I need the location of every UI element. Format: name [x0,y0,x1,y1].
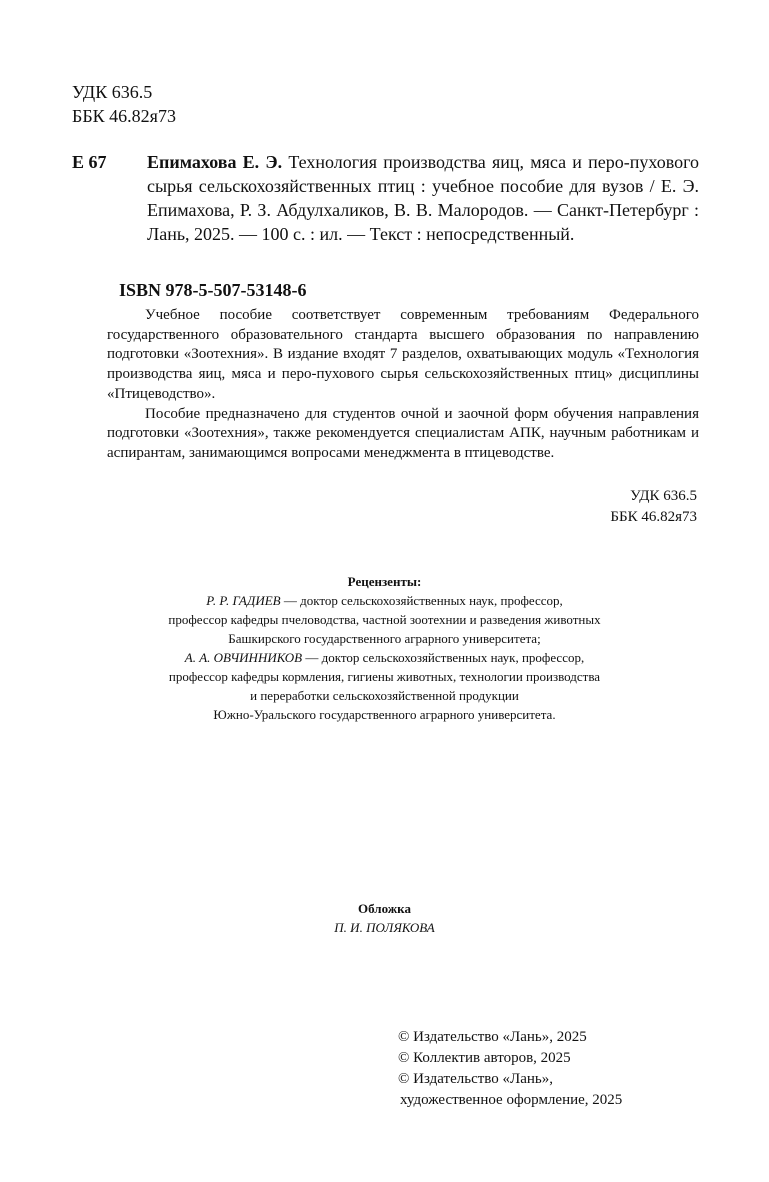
isbn: ISBN 978-5-507-53148-6 [119,280,307,300]
reviewer-2-position-cont: и переработки сельскохозяйственной продукции [250,688,519,703]
author-name: Епимахова Е. Э. [147,152,283,172]
udk-code: УДК 636.5 [630,488,697,504]
reviewer-2-name: А. А. ОВЧИННИКОВ [184,650,303,665]
reviewer-2-title: — доктор сельскохозяйственных наук, профессор, [302,650,585,665]
reviewers-block [100,572,669,724]
copyright-line: © Издательство «Лань», [398,1071,553,1087]
reviewer-2-line [100,648,669,667]
cover-heading: Обложка [358,901,411,916]
annotation-paragraph: Пособие предназначено для студентов очной и заочной форм обучения направления подготовки «Зоотехния», также рекомендуется специалистам АПК, научным работникам и аспирантам, занимающимся вопросами менеджмента в птицеводстве. [107,405,699,461]
reviewer-1-name: Р. Р. ГАДИЕВ [206,593,281,608]
reviewer-1-position: профессор кафедры пчеловодства, частной зоотехнии и разведения животных [168,612,601,627]
annotation-paragraph: Учебное пособие соответствует современным требованиям Федерального государственного образовательного стандарта высшего образования по направлению подготовки «Зоотехния». В издание входят 7 разделов, охватывающих модуль «Технология производства яиц, мяса и перо-пухового сырья сельскохозяйственных птиц» дисциплины «Птицеводство». [107,307,699,402]
bibliographic-description [147,150,699,246]
reviewer-1-title: — доктор сельскохозяйственных наук, профессор, [280,593,563,608]
author-sign: Е 67 [72,152,107,172]
copyright-block [398,1027,622,1111]
description-text: Технология производства яиц, мяса и перо-пухового сырья сельскохозяйственных птиц : учебное пособие для вузов / Е. Э. Епимахова, Р. З. Абдулхаликов, В. В. Малородов. — Санкт-Петербург : Лань, 2025. — 100 с. : ил. — Текст : непосредственный. [147,152,700,244]
classification-codes-footer [610,486,697,528]
bbk-code: ББК 46.82я73 [610,509,697,525]
reviewer-1-line [100,591,669,610]
udk-code: УДК 636.5 [72,82,153,102]
classification-codes [72,80,176,128]
bbk-code: ББК 46.82я73 [72,106,176,126]
annotation [107,306,699,464]
reviewer-2-affiliation: Южно-Уральского государственного аграрного университета. [213,707,556,722]
cover-credit [180,899,589,937]
bibliographic-entry [72,150,699,246]
reviewers-heading: Рецензенты: [347,574,422,589]
reviewer-1-affiliation: Башкирского государственного аграрного университета; [228,631,541,646]
copyright-line: художественное оформление, 2025 [400,1092,623,1108]
copyright-line: © Издательство «Лань», 2025 [398,1029,587,1045]
copyright-line: © Коллектив авторов, 2025 [398,1050,571,1066]
cover-designer: П. И. ПОЛЯКОВА [334,920,435,935]
reviewer-2-position: профессор кафедры кормления, гигиены животных, технологии производства [168,669,601,684]
